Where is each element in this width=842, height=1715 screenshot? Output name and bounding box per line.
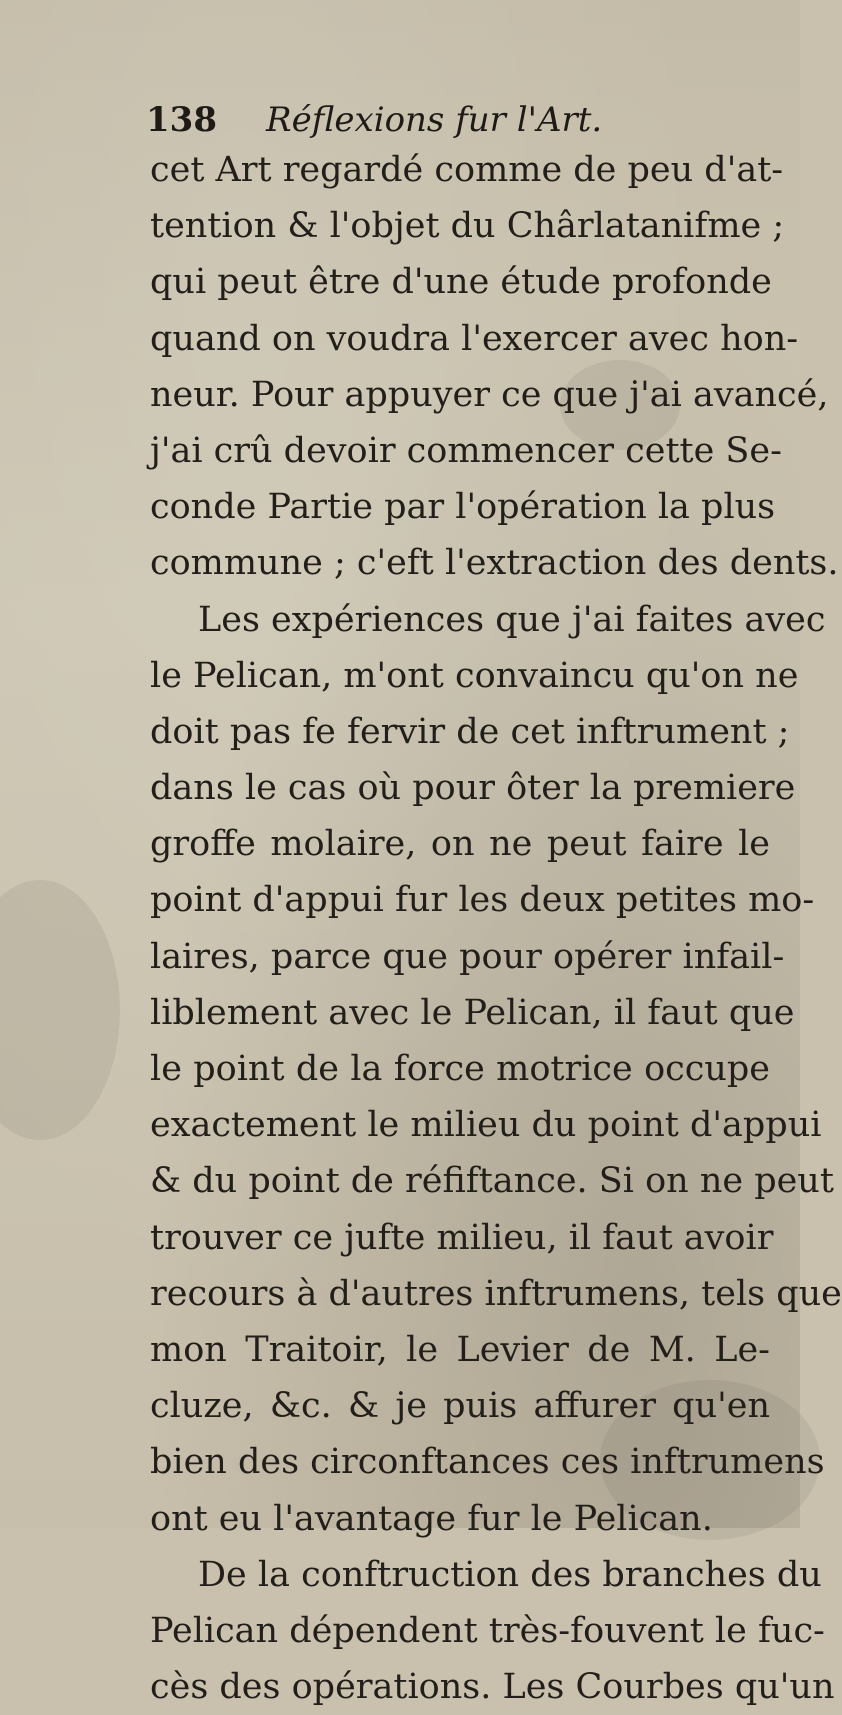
text-line: ont eu l'avantage fur le Pelican. [150,1498,713,1539]
text-line: point d'appui fur les deux petites mo- [150,880,815,921]
text-line: bien des circonftances ces inftrumens [150,1442,825,1483]
text-line: & du point de réfiftance. Si on ne peut [150,1161,834,1202]
text-line: neur. Pour appuyer ce que j'ai avancé, [150,374,829,415]
text-line: exactement le milieu du point d'appui [150,1105,822,1146]
text-line: doit pas fe fervir de cet inftrument ; [150,711,790,752]
text-line: Pelican dépendent très-fouvent le fuc- [150,1610,825,1651]
text-line: mon Traitoir, le Levier de M. Le- [150,1329,770,1370]
text-line: laires, parce que pour opérer infail- [150,936,785,977]
text-line: tention & l'objet du Chârlatanifme ; [150,206,785,247]
text-line: dans le cas où pour ôter la premiere [150,768,796,809]
text-line: groffe molaire, on ne peut faire le [150,824,770,865]
text-line: j'ai crû devoir commencer cette Se- [150,430,782,471]
text-line: commune ; c'eft l'extraction des dents. [150,543,839,584]
text-line: qui peut être d'une étude profonde [150,262,772,303]
text-line: recours à d'autres inftrumens, tels que [150,1273,842,1314]
text-line: liblement avec le Pelican, il faut que [150,992,795,1033]
text-line: Les expériences que j'ai faites avec [198,599,826,640]
page-number: 138 [146,100,217,140]
text-line: conde Partie par l'opération la plus [150,487,776,528]
text-line: le Pelican, m'ont convaincu qu'on ne [150,655,799,696]
body-text [150,142,842,1715]
paper-stain [0,880,120,1140]
running-title: Réflexions fur l'Art. [266,100,603,140]
text-line: De la conftruction des branches du [198,1554,822,1595]
text-line: cet Art regardé comme de peu d'at- [150,150,784,190]
page-header [146,100,602,140]
text-line: quand on voudra l'exercer avec hon- [150,318,799,359]
text-line: cès des opérations. Les Courbes qu'un [150,1667,835,1708]
text-line: trouver ce jufte milieu, il faut avoir [150,1217,774,1258]
text-line: cluze, &c. & je puis affurer qu'en [150,1386,770,1427]
text-line: le point de la force motrice occupe [150,1049,770,1089]
